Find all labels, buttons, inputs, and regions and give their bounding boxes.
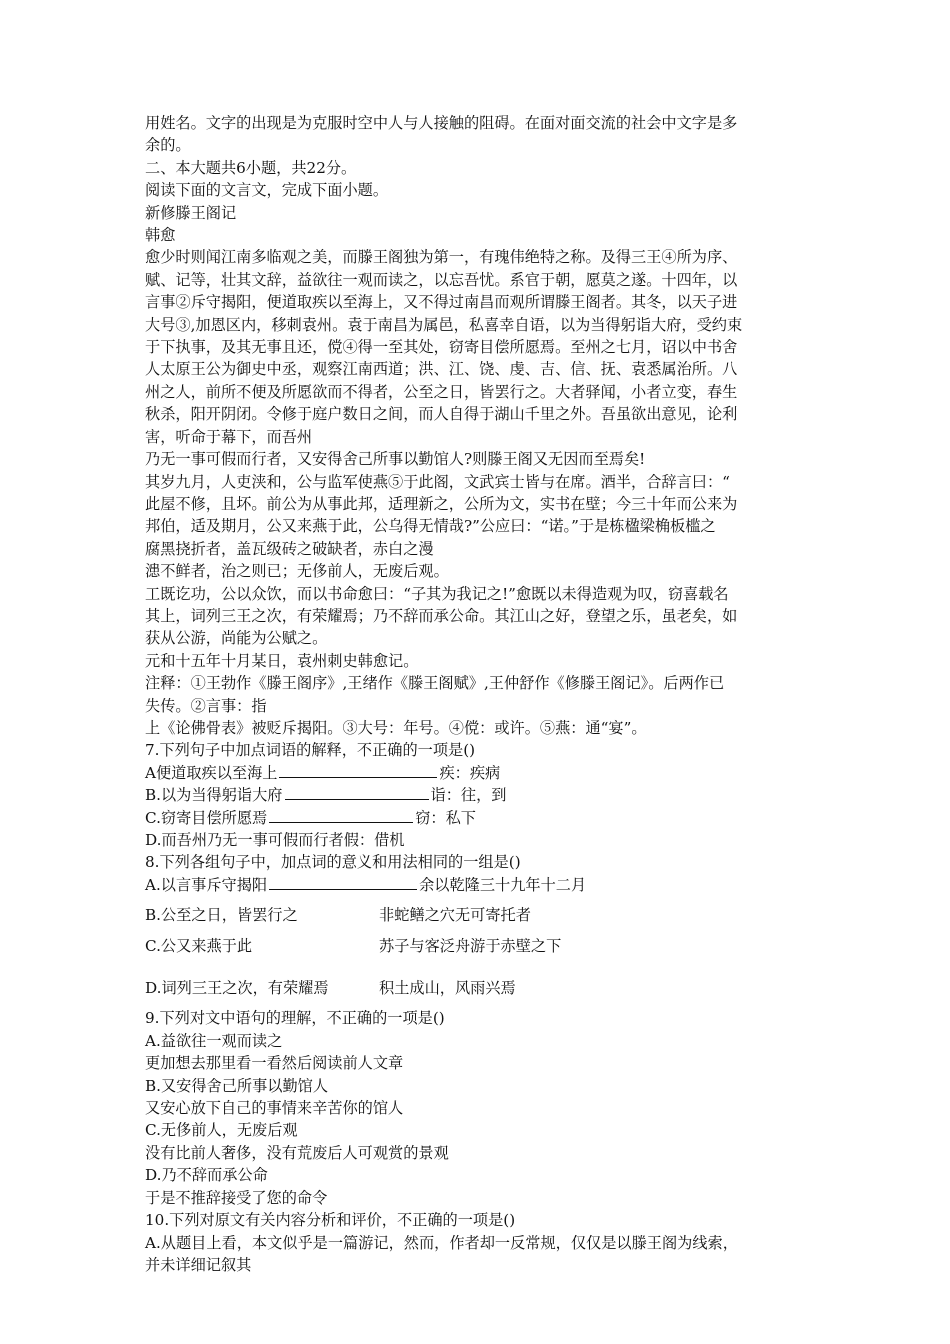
q8-option-a: A.以言事斥守揭阳 余以乾隆三十九年十二月 [145,875,587,894]
q9-translation-b: 又安心放下自己的事情来辛苦你的馆人 [145,1099,404,1118]
text-line: 漶不鲜者，治之则已；无侈前人，无废后观。 [145,562,449,581]
text-line: 用姓名。文字的出现是为克服时空中人与人接触的阻碍。在面对面交流的社会中文字是多 [145,114,738,132]
footnote-line: 上《论佛骨表》被贬斥揭阳。③大号：年号。④傥：或许。⑤燕：通“宴”。 [145,718,647,737]
section-heading: 二、本大题共6小题，共22分。 [145,158,357,177]
q7-option-a: A便道取疾以至海上 疾：疾病 [145,763,501,782]
question-8-stem: 8.下列各组句子中，加点词的意义和用法相同的一组是() [145,853,521,872]
text-line: 秋杀，阳开阴闭。令修于庭户数日之间，而人自得于湖山千里之外。吾虽欲出意见，论利 [145,405,738,424]
blank-underline [269,807,413,823]
question-10-stem: 10.下列对原文有关内容分析和评价，不正确的一项是() [145,1211,516,1230]
text-line: 害，听命于幕下，而吾州 [145,427,313,446]
q10-option-a-cont: 并未详细记叙其 [145,1255,252,1274]
blank-underline [285,784,429,800]
footnote-line: 失传。②言事：指 [145,696,267,715]
q7-option-c: C.窃寄目偿所愿焉 窃：私下 [145,808,476,827]
q8-option-c: C.公又来燕于此 苏子与客泛舟游于赤壁之下 [145,936,562,955]
text-line: 言事②斥守揭阳，便道取疾以至海上，又不得过南昌而观所谓滕王阁者。其冬，以天子进 [145,293,738,312]
essay-title: 新修滕王阁记 [145,203,237,222]
text-line: 元和十五年十月某日，袁州刺史韩愈记。 [145,651,419,670]
q10-option-a: A.从题目上看，本文似乎是一篇游记，然而，作者却一反常规，仅仅是以滕王阁为线索， [145,1233,738,1252]
document-page [145,112,810,1276]
text-line: 乃无一事可假而行者，又安得舍己所事以勤馆人?则滕王阁又无因而至焉矣! [145,450,646,469]
q8-option-d: D.词列三王之次，有荣耀焉 积土成山，风雨兴焉 [145,979,516,998]
q9-option-b: B.又安得舍己所事以勤馆人 [145,1076,329,1095]
text-line: 余的。 [145,136,191,155]
instruction: 阅读下面的文言文，完成下面小题。 [145,181,388,200]
q9-translation-c: 没有比前人奢侈，没有荒废后人可观赏的景观 [145,1143,449,1162]
q9-option-c: C.无侈前人，无废后观 [145,1121,298,1140]
text-line: 邦伯，适及期月，公又来燕于此，公乌得无情哉?”公应曰：“诺。”于是栋楹梁桷板槛之 [145,517,716,536]
q9-option-a: A.益欲往一观而读之 [145,1031,283,1050]
text-line: 人太原王公为御史中丞，观察江南西道；洪、江、饶、虔、吉、信、抚、袁悉属治所。八 [145,360,738,379]
question-7-stem: 7.下列句子中加点词语的解释，不正确的一项是() [145,741,476,760]
text-line: 其岁九月，人吏浃和，公与监军使燕⑤于此阁，文武宾士皆与在席。酒半，合辞言曰：“ [145,472,730,491]
q7-option-d: D.而吾州乃无一事可假而行者假：借机 [145,831,405,849]
text-line: 于下执事，及其无事且还，傥④得一至其处，窃寄目偿所愿焉。至州之七月，诏以中书舍 [145,338,738,357]
q7-option-b: B.以为当得躬诣大府 诣：往，到 [145,786,507,805]
question-9-stem: 9.下列对文中语句的理解，不正确的一项是() [145,1009,445,1028]
blank-underline [279,762,437,778]
text-line: 获从公游，尚能为公赋之。 [145,629,328,648]
text-line: 其上，词列三王之次，有荣耀焉；乃不辞而承公命。其江山之好，登望之乐，虽老矣，如 [145,606,738,625]
blank-underline [269,874,417,890]
q9-translation-a: 更加想去那里看一看然后阅读前人文章 [145,1054,404,1073]
q9-option-d: D.乃不辞而承公命 [145,1166,268,1185]
text-line: 赋、记等，壮其文辞，益欲往一观而读之，以忘吾忧。系官于朝，愿莫之遂。十四年，以 [145,270,738,289]
footnote-line: 注释：①王勃作《滕王阁序》,王绪作《滕王阁赋》,王仲舒作《修滕王阁记》。后两作已 [145,674,725,693]
q8-option-b: B.公至之日，皆罢行之 非蛇鳝之穴无可寄托者 [145,906,531,925]
essay-author: 韩愈 [145,226,176,245]
text-line: 愈少时则闻江南多临观之美，而滕王阁独为第一，有瑰伟绝特之称。及得三王④所为序、 [145,248,738,267]
text-line: 工既讫功，公以众饮，而以书命愈曰：“子其为我记之!”愈既以未得造观为叹，窃喜载名 [145,584,729,603]
q9-translation-d: 于是不推辞接受了您的命令 [145,1188,328,1207]
text-line: 腐黑挠折者，盖瓦级砖之破缺者，赤白之漫 [145,539,434,558]
text-line: 大号③,加恩区内，移刺袁州。袁于南昌为属邑，私喜幸自语，以为当得躬诣大府，受约束 [145,315,743,334]
text-line: 州之人，前所不便及所愿欲而不得者，公至之日，皆罢行之。大者驿闻，小者立变，春生 [145,382,738,401]
text-line: 此屋不修，且坏。前公为从事此邦，适理新之，公所为文，实书在壁；今三十年而公来为 [145,494,738,513]
